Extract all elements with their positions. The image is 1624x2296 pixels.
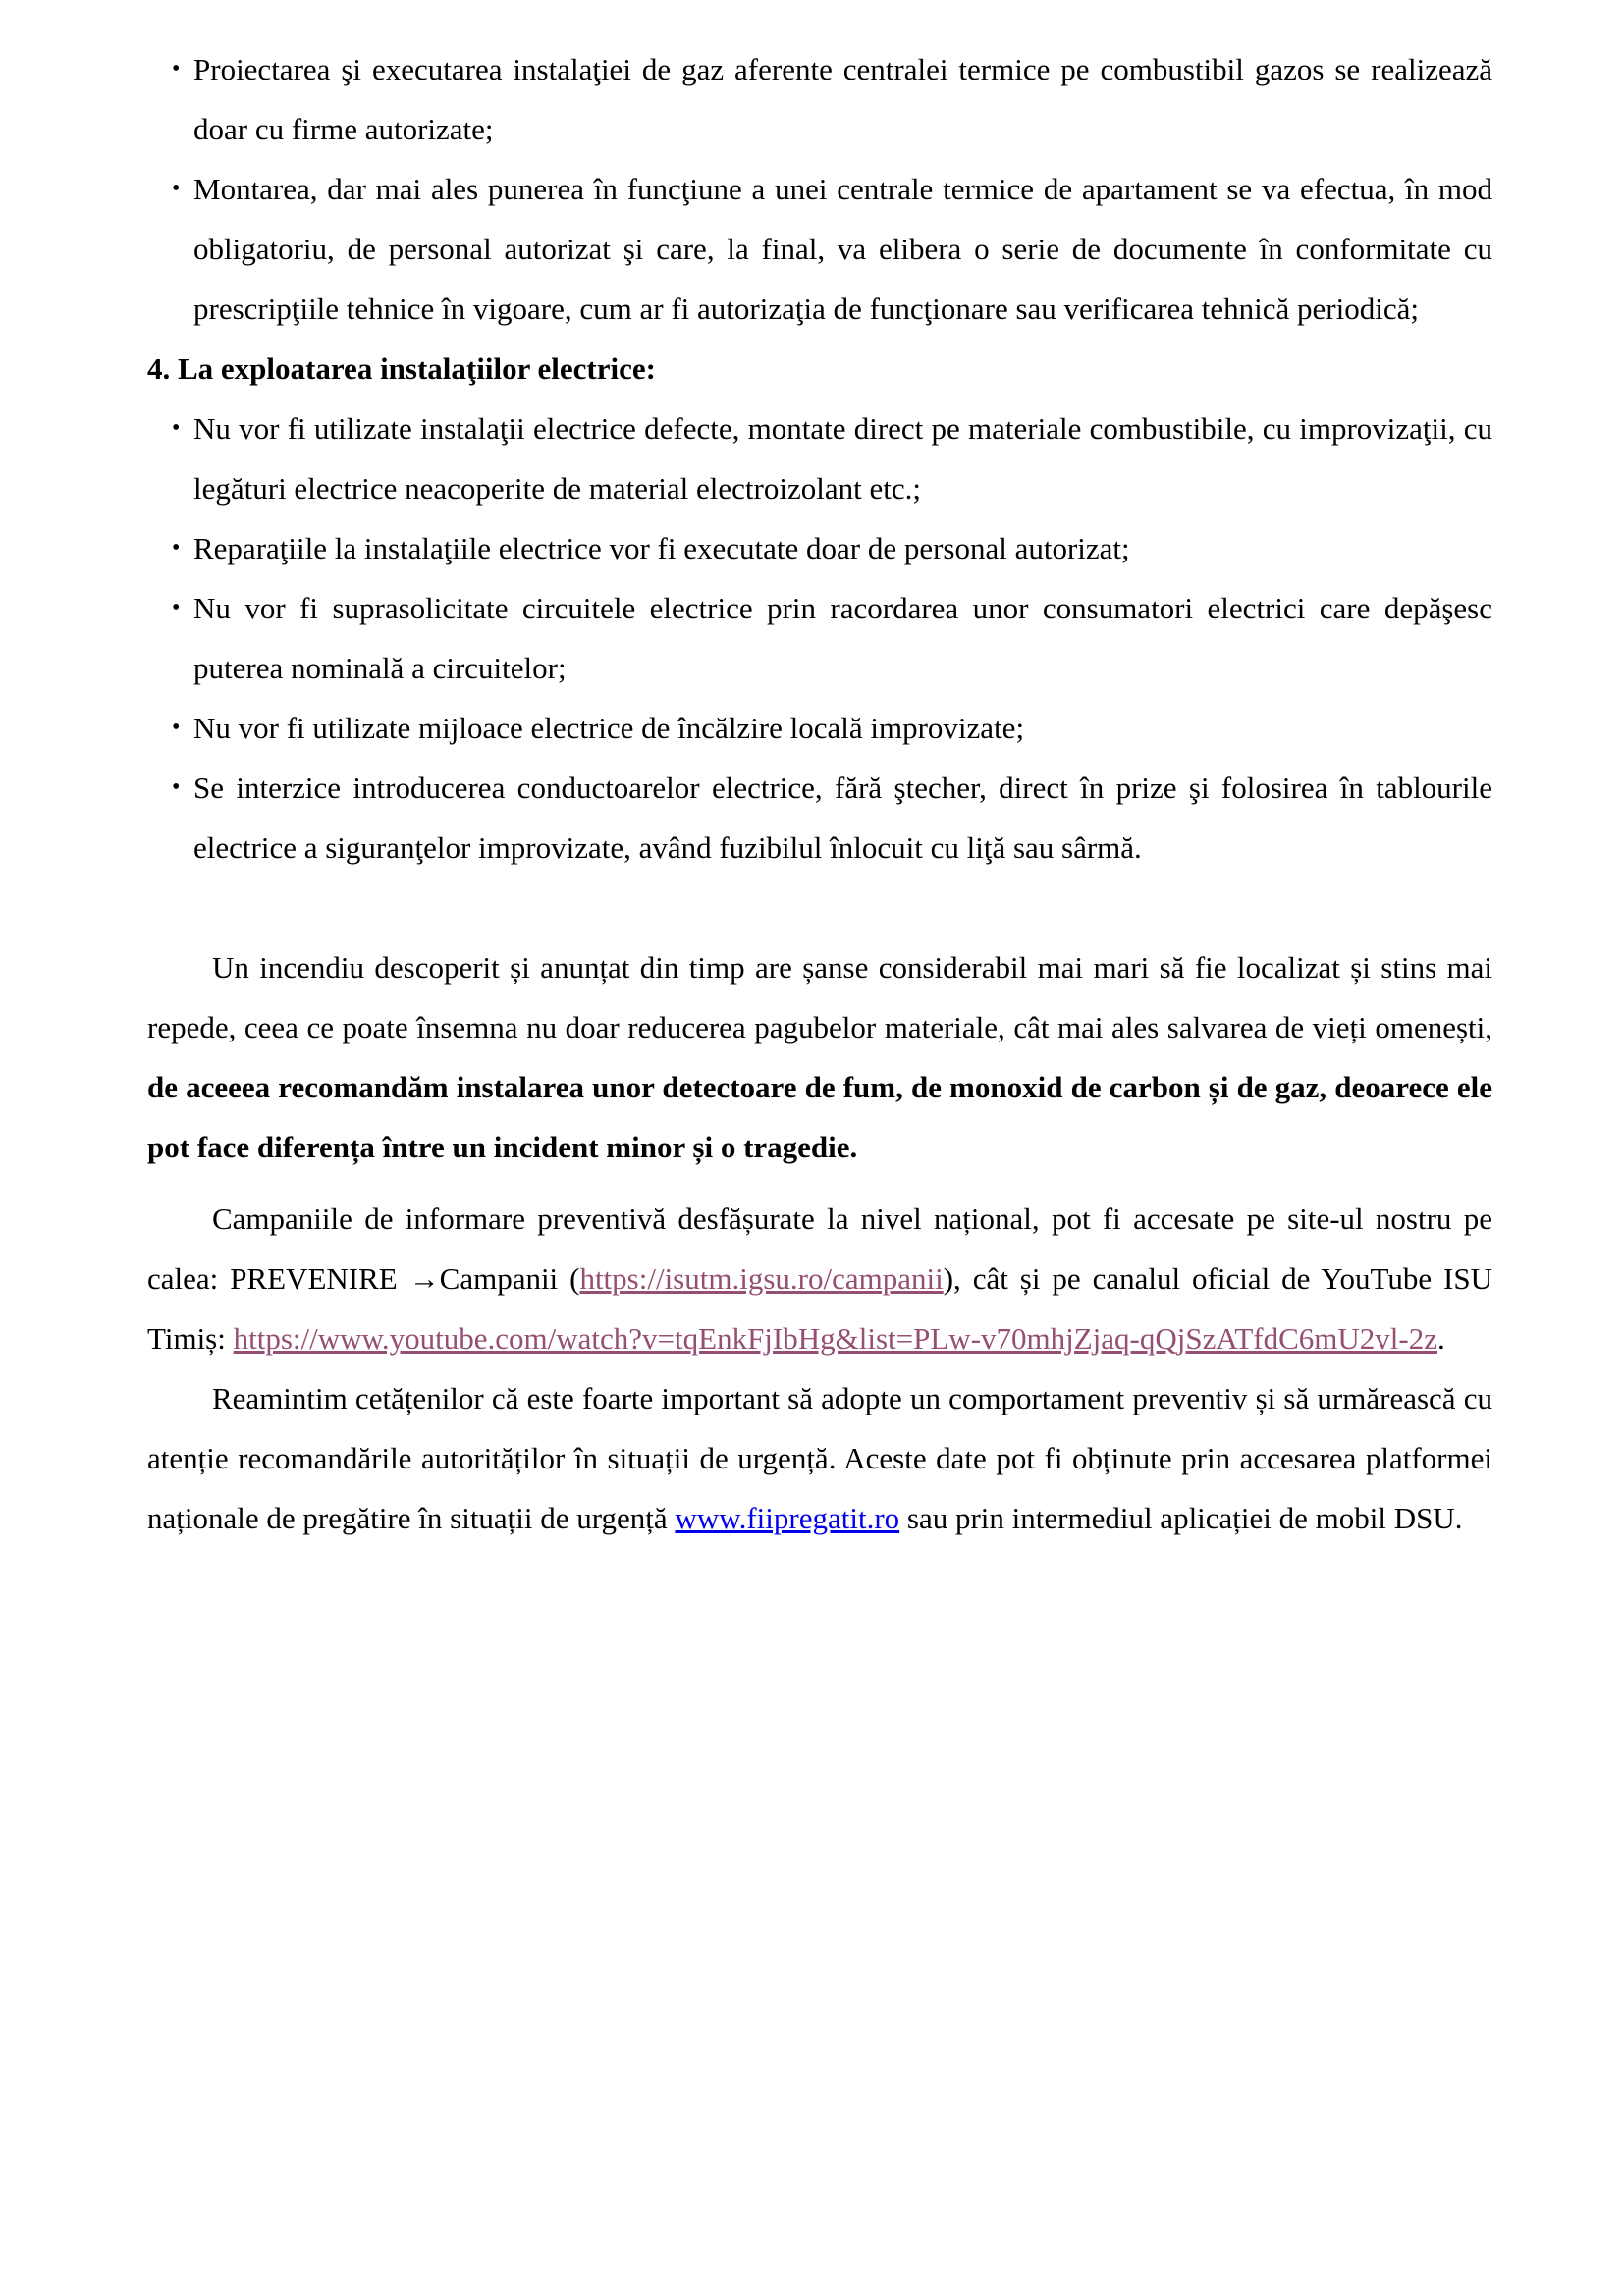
list-item <box>172 578 1492 698</box>
list-item <box>172 518 1492 578</box>
list-item-text: Reparaţiile la instalaţiile electrice vor fi executate doar de personal autorizat; <box>193 531 1130 565</box>
list-item-text: Nu vor fi utilizate mijloace electrice de încălzire locală improvizate; <box>193 711 1025 745</box>
paragraph-fire-detection <box>147 937 1492 1177</box>
list-item-text: Se interzice introducerea conductoarelor electrice, fără ştecher, direct în prize şi folosirea în tablourile electrice a siguranţelor improvizate, având fuzibilul înlocuit cu liţă sau sârmă. <box>193 771 1492 865</box>
list-item <box>172 159 1492 339</box>
list-item <box>172 758 1492 878</box>
list-item <box>172 39 1492 159</box>
list-item <box>172 399 1492 518</box>
paragraph-text: Reamintim cetățenilor că este foarte important să adopte un comportament preventiv și să urmărească cu atenție recomandările autorităților în situații de urgență. Aceste date pot fi obținute prin accesarea platformei naționale de pregătire în situații de urgență <box>147 1381 1492 1535</box>
campanii-link[interactable]: https://isutm.igsu.ro/campanii <box>579 1261 944 1296</box>
bullet-icon: • <box>172 176 181 201</box>
bullet-icon: • <box>172 715 181 740</box>
paragraph-reminder <box>147 1368 1492 1548</box>
youtube-playlist-link[interactable]: https://www.youtube.com/watch?v=tqEnkFjIbHg&list=PLw-v70mhjZjaq-qQjSzATfdC6mU2vl-2z <box>233 1321 1437 1356</box>
bullet-icon: • <box>172 595 181 620</box>
bullet-icon: • <box>172 774 181 800</box>
list-item-text: Proiectarea şi executarea instalaţiei de gaz aferente centralei termice pe combustibil gazos se realizează doar cu firme autorizate; <box>193 52 1492 146</box>
paragraph-text: . <box>1436 1321 1445 1356</box>
electric-installation-bullet-list <box>147 399 1492 878</box>
list-item-text: Montarea, dar mai ales punerea în funcţiune a unei centrale termice de apartament se va efectua, în mod obligatoriu, de personal autorizat şi care, la final, va elibera o serie de documente în conformitate cu prescripţiile tehnice în vigoare, cum ar fi autorizaţia de funcţionare sau verificarea tehnică periodică; <box>193 172 1492 326</box>
fiipregatit-link[interactable]: www.fiipregatit.ro <box>675 1501 900 1535</box>
list-item <box>172 698 1492 758</box>
bullet-icon: • <box>172 415 181 441</box>
gas-installation-bullet-list <box>147 39 1492 339</box>
list-item-text: Nu vor fi suprasolicitate circuitele electrice prin racordarea unor consumatori electrici care depăşesc puterea nominală a circuitelor; <box>193 591 1492 685</box>
paragraph-campaigns <box>147 1189 1492 1368</box>
paragraph-bold-recommendation: de aceeea recomandăm instalarea unor detectoare de fum, de monoxid de carbon și de gaz, deoarece ele pot face diferența între un incident minor și o tragedie. <box>147 1070 1492 1164</box>
section-heading-electric-installations: 4. La exploatarea instalaţiilor electrice: <box>147 351 656 386</box>
paragraph-text: Un incendiu descoperit și anunțat din timp are șanse considerabil mai mari să fie localizat și stins mai repede, ceea ce poate însemna nu doar reducerea pagubelor materiale, cât mai ales salvarea de vieți omenești, <box>147 950 1492 1044</box>
bullet-icon: • <box>172 56 181 81</box>
paragraph-text: ), cât și pe canalul oficial de YouTube ISU Timiș: <box>147 1261 1492 1356</box>
paragraph-text: Campaniile de informare preventivă desfășurate la nivel național, pot fi accesate pe site-ul nostru pe calea: PREVENIRE →Campanii ( <box>147 1201 1492 1296</box>
paragraph-text: sau prin intermediul aplicației de mobil DSU. <box>899 1501 1463 1535</box>
list-item-text: Nu vor fi utilizate instalaţii electrice defecte, montate direct pe materiale combustibile, cu improvizaţii, cu legături electrice neacoperite de material electroizolant etc.; <box>193 411 1492 506</box>
bullet-icon: • <box>172 535 181 561</box>
